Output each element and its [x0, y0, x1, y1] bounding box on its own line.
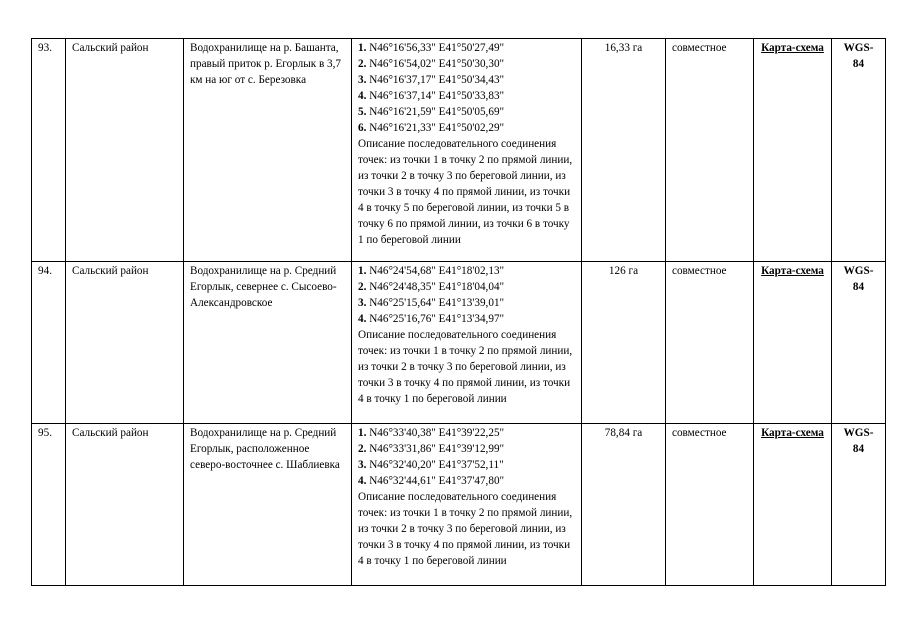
point-number: 2. — [358, 443, 367, 455]
area-cell: 126 га — [582, 262, 666, 424]
ownership-cell: совместное — [666, 262, 754, 424]
row-number: 94. — [32, 262, 66, 424]
point-coords: N46°16'54,02" E41°50'30,30" — [369, 58, 505, 70]
map-link-cell — [754, 424, 832, 586]
coordinates-cell — [352, 262, 582, 424]
map-link-cell — [754, 262, 832, 424]
point-coords: N46°16'37,14" E41°50'33,83" — [369, 90, 505, 102]
point-coords: N46°32'40,20" E41°37'52,11" — [369, 459, 504, 471]
table-row — [32, 424, 886, 586]
table-row — [32, 262, 886, 424]
coordinates-cell — [352, 424, 582, 586]
coordinates-cell — [352, 39, 582, 262]
map-scheme-link[interactable]: Карта-схема — [761, 427, 824, 439]
point-number: 5. — [358, 106, 367, 118]
district-cell: Сальский район — [66, 262, 184, 424]
coordinate-point — [358, 311, 575, 327]
point-number: 2. — [358, 58, 367, 70]
point-number: 1. — [358, 265, 367, 277]
point-coords: N46°32'44,61" E41°37'47,80" — [369, 475, 505, 487]
map-scheme-link[interactable]: Карта-схема — [761, 42, 824, 54]
coordinate-point — [358, 104, 575, 120]
point-coords: N46°16'21,59" E41°50'05,69" — [369, 106, 505, 118]
coordinate-point — [358, 295, 575, 311]
point-number: 2. — [358, 281, 367, 293]
area-cell: 16,33 га — [582, 39, 666, 262]
point-number: 3. — [358, 459, 367, 471]
coordinate-system-cell: WGS-84 — [832, 424, 886, 586]
map-scheme-link[interactable]: Карта-схема — [761, 265, 824, 277]
district-cell: Сальский район — [66, 39, 184, 262]
ownership-cell: совместное — [666, 39, 754, 262]
point-coords: N46°24'48,35" E41°18'04,04" — [369, 281, 505, 293]
point-coords: N46°16'56,33" E41°50'27,49" — [369, 42, 505, 54]
coordinate-point — [358, 40, 575, 56]
point-coords: N46°33'31,86" E41°39'12,99" — [369, 443, 505, 455]
coordinate-point — [358, 88, 575, 104]
connection-description: Описание последовательного соединения точек: из точки 1 в точку 2 по прямой линии, из точки 2 в точку 3 по береговой линии, из точки 3 в точку 4 по прямой линии, из точки 4 в точку 1 по береговой линии — [358, 491, 573, 567]
connection-description: Описание последовательного соединения точек: из точки 1 в точку 2 по прямой линии, из точки 2 в точку 3 по береговой линии, из точки 3 в точку 4 по прямой линии, из точки 4 в точку 5 по береговой линии, из точки 5 в точку 6 по прямой линии, из точки 6 в точку 1 по береговой линии — [358, 138, 573, 246]
point-coords: N46°24'54,68" E41°18'02,13" — [369, 265, 505, 277]
map-link-cell — [754, 39, 832, 262]
connection-description: Описание последовательного соединения точек: из точки 1 в точку 2 по прямой линии, из точки 2 в точку 3 по береговой линии, из точки 3 в точку 4 по прямой линии, из точки 4 в точку 1 по береговой линии — [358, 329, 573, 405]
point-number: 4. — [358, 313, 367, 325]
coordinate-point — [358, 263, 575, 279]
point-number: 6. — [358, 122, 367, 134]
coordinate-system-cell: WGS-84 — [832, 39, 886, 262]
point-number: 4. — [358, 475, 367, 487]
point-coords: N46°16'21,33" E41°50'02,29" — [369, 122, 505, 134]
coordinate-point — [358, 120, 575, 136]
area-cell: 78,84 га — [582, 424, 666, 586]
object-name-cell: Водохранилище на р. Башанта, правый приток р. Егорлык в 3,7 км на юг от с. Березовка — [184, 39, 352, 262]
point-number: 3. — [358, 297, 367, 309]
point-coords: N46°33'40,38" E41°39'22,25" — [369, 427, 505, 439]
table-row — [32, 39, 886, 262]
coordinate-point — [358, 279, 575, 295]
coordinate-point — [358, 441, 575, 457]
coordinate-point — [358, 425, 575, 441]
coordinate-point — [358, 457, 575, 473]
point-number: 3. — [358, 74, 367, 86]
row-number: 93. — [32, 39, 66, 262]
row-number: 95. — [32, 424, 66, 586]
coordinate-point — [358, 56, 575, 72]
coordinate-system-cell: WGS-84 — [832, 262, 886, 424]
coordinate-point — [358, 473, 575, 489]
ownership-cell: совместное — [666, 424, 754, 586]
point-number: 1. — [358, 42, 367, 54]
object-name-cell: Водохранилище на р. Средний Егорлык, расположенное северо-восточнее с. Шаблиевка — [184, 424, 352, 586]
district-cell: Сальский район — [66, 424, 184, 586]
point-number: 1. — [358, 427, 367, 439]
point-number: 4. — [358, 90, 367, 102]
point-coords: N46°16'37,17" E41°50'34,43" — [369, 74, 505, 86]
coordinate-point — [358, 72, 575, 88]
table-body — [32, 39, 886, 586]
point-coords: N46°25'15,64" E41°13'39,01" — [369, 297, 505, 309]
object-name-cell: Водохранилище на р. Средний Егорлык, севернее с. Сысоево-Александровское — [184, 262, 352, 424]
point-coords: N46°25'16,76" E41°13'34,97" — [369, 313, 505, 325]
water-objects-table — [31, 38, 886, 586]
